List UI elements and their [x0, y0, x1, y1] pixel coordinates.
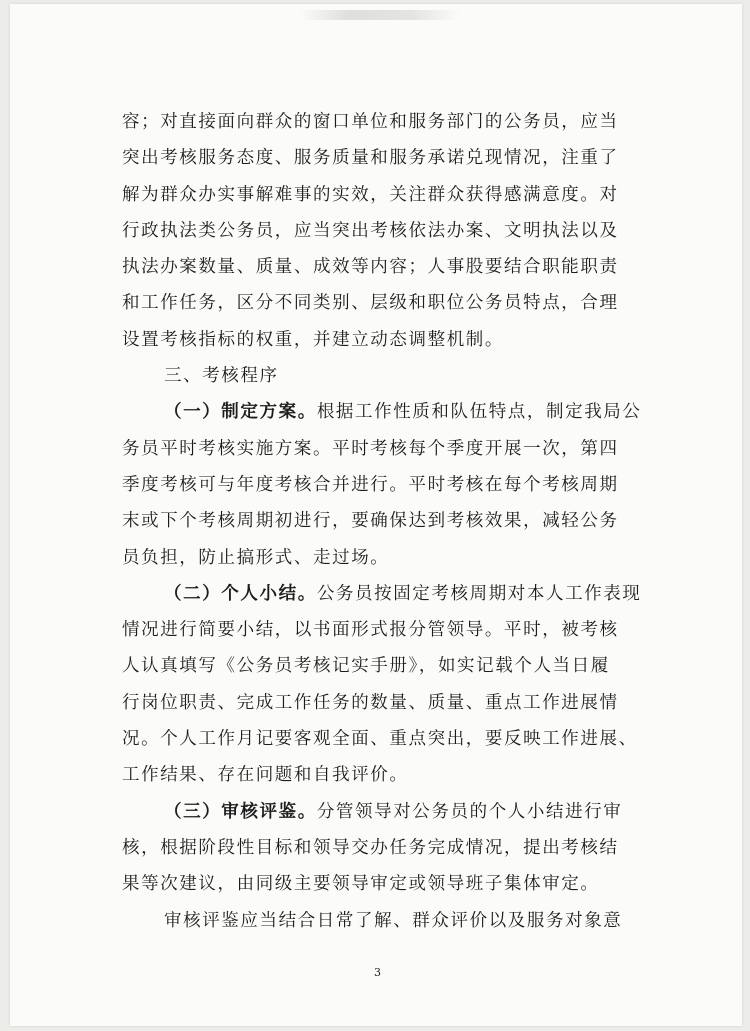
item3-first-line [122, 794, 642, 830]
item2-heading: （二）个人小结。 [164, 583, 317, 604]
item2-first-text: 公务员按固定考核周期对本人工作表现 [316, 583, 642, 604]
text-line: 务员平时考核实施方案。平时考核每个季度开展一次，第四 [122, 438, 619, 459]
text-line: 情况进行简要小结，以书面形式报分管领导。平时，被考核 [122, 620, 619, 641]
item1-first-text: 根据工作性质和队伍特点，制定我局公 [316, 402, 642, 423]
text-line: 执法办案数量、质量、成效等内容；人事股要结合职能职责 [122, 257, 619, 278]
page-number: 3 [374, 966, 381, 979]
text-line: 末或下个考核周期初进行，要确保达到考核效果，减轻公务 [122, 511, 619, 532]
text-line: 突出考核服务态度、服务质量和服务承诺兑现情况，注重了 [122, 148, 619, 169]
document-page [10, 4, 742, 1026]
item3-first-text: 分管领导对公务员的个人小结进行审 [316, 801, 623, 822]
text-line: 和工作任务，区分不同类别、层级和职位公务员特点，合理 [122, 293, 619, 314]
text-line: 员负担，防止搞形式、走过场。 [122, 547, 390, 568]
text-line: 容；对直接面向群众的窗口单位和服务部门的公务员，应当 [122, 112, 619, 132]
item1-heading: （一）制定方案。 [164, 402, 317, 423]
last-paragraph-line: 审核评鉴应当结合日常了解、群众评价以及服务对象意 [164, 910, 623, 931]
section-heading: 三、考核程序 [164, 366, 279, 387]
text-line: 解为群众办实事解难事的实效，关注群众获得感满意度。对 [122, 184, 619, 205]
text-line: 季度考核可与年度考核合并进行。平时考核在每个考核周期 [122, 474, 619, 495]
text-line: 况。个人工作月记要客观全面、重点突出，要反映工作进展、 [122, 729, 638, 750]
text-line: 行岗位职责、完成工作任务的数量、质量、重点工作进展情 [122, 692, 619, 713]
item1-first-line [122, 394, 642, 430]
text-line: 人认真填写《公务员考核记实手册》，如实记载个人当日履 [122, 656, 610, 677]
text-line: 设置考核指标的权重，并建立动态调整机制。 [122, 329, 504, 350]
text-line: 果等次建议，由同级主要领导审定或领导班子集体审定。 [122, 874, 600, 895]
scan-artifact [300, 10, 460, 20]
document-body [122, 104, 642, 939]
item2-first-line [122, 576, 642, 612]
text-line: 工作结果、存在问题和自我评价。 [122, 765, 409, 786]
item3-heading: （三）审核评鉴。 [164, 801, 317, 822]
text-line: 行政执法类公务员，应当突出考核依法办案、文明执法以及 [122, 220, 619, 241]
text-line: 核，根据阶段性目标和领导交办任务完成情况，提出考核结 [122, 837, 619, 858]
